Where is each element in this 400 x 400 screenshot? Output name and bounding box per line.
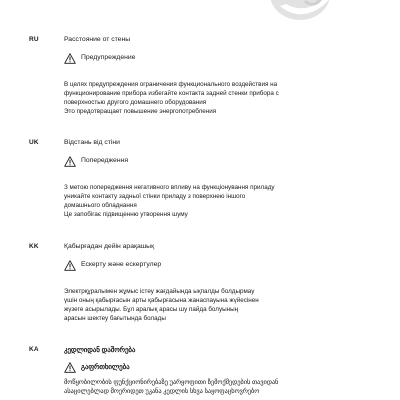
brand-logo <box>258 0 342 22</box>
section-code: RU <box>29 36 39 43</box>
section-body <box>64 183 394 219</box>
body-line: ასაცილებლად მოერიდეთ უკანა კედლის სხვა საყოფაცხოვრებო <box>64 388 260 395</box>
warning-label: Ескерту және ескертулер <box>81 261 162 268</box>
warning-triangle-icon <box>64 156 76 167</box>
body-line: Это предотвращает повышение энергопотребления <box>64 108 217 115</box>
body-line: домашнього обладнання <box>64 202 137 209</box>
body-line: მოწყობილობის ფუნქციონირებაზე უარყოფითი ზემოქმედების თავიდან <box>64 379 279 386</box>
body-line: В целях предупреждения ограничения функционального воздействия на <box>64 81 278 88</box>
body-line: Це запобігає підвищенню утворення шуму <box>64 211 188 218</box>
section-ka <box>0 346 400 400</box>
section-kk <box>0 243 400 335</box>
section-body <box>64 80 394 116</box>
section-title: Қабырғадан дейін арақашық <box>64 243 155 250</box>
warning-label: Предупреждение <box>81 54 136 61</box>
section-code: UK <box>29 139 39 146</box>
warning-triangle-icon <box>64 53 76 64</box>
body-line: үшін оның қабырғасын арты қабырғасына жанаспауына жүйесінен <box>64 297 259 304</box>
warning-label: Попередження <box>81 157 129 164</box>
body-line: функционирование прибора избегайте контакта задней стенки прибора с <box>64 90 279 97</box>
body-line: З метою попередження негативного впливу на функціонування приладу <box>64 184 275 191</box>
section-body <box>64 287 394 323</box>
body-line: Электрқұралымен жұмыс істеу жағдайында ықпалды болдырмау <box>64 288 255 295</box>
warning-triangle-icon <box>64 260 76 271</box>
section-title: Расстояние от стены <box>64 36 131 43</box>
body-line: уникайте контакту задньої стінки приладу з поверхнею іншого <box>64 193 246 200</box>
brand-logo-swoosh-icon <box>258 0 342 22</box>
body-line: арасын шектеу бағытында болады <box>64 315 166 322</box>
body-line: жүзеге асырылады. Бұл аралық арасы шу пайда болуының <box>64 306 239 313</box>
section-ru <box>0 36 400 128</box>
section-uk <box>0 139 400 231</box>
section-code: KA <box>29 346 39 353</box>
warning-label: გაფრთხილება <box>81 364 130 371</box>
body-line: поверхностью другого домашнего оборудования <box>64 99 207 106</box>
section-code: KK <box>29 243 39 250</box>
section-title: კედლიდან დაშორება <box>64 347 136 354</box>
section-title: Відстань від стіни <box>64 139 120 146</box>
warning-triangle-icon <box>64 362 76 373</box>
section-body <box>64 378 394 396</box>
